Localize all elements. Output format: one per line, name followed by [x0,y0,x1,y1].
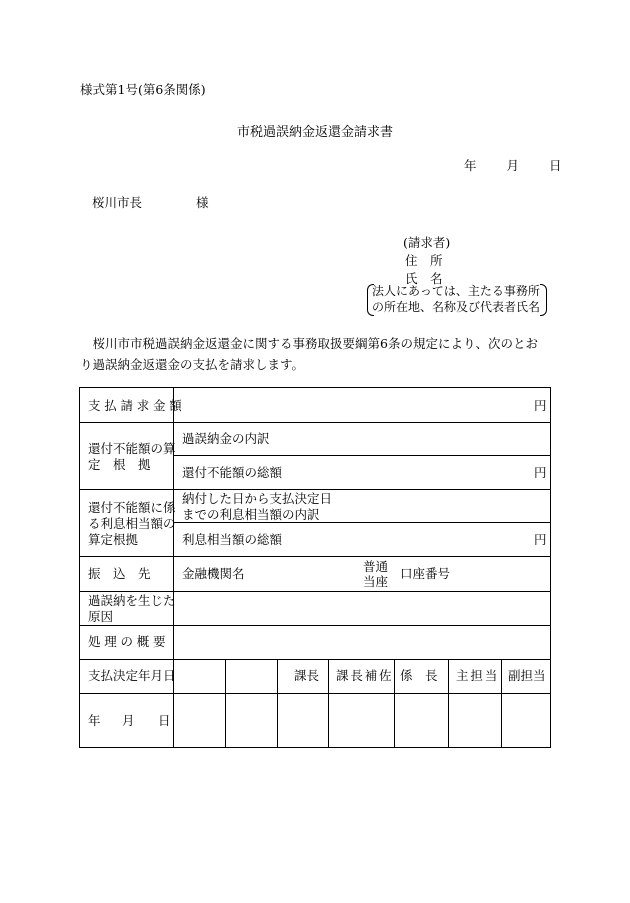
column-divider [277,659,278,747]
date-day: 日 [549,158,562,173]
column-divider [394,659,395,747]
addressee-name: 桜川市長 [92,195,143,210]
row-divider [80,556,550,557]
column-divider [328,659,329,747]
row-divider [80,693,550,694]
account-type-label: 普通 当座 [363,559,389,589]
document-title: 市税過誤納金返還金請求書 [236,125,393,140]
row-divider [80,659,550,660]
approval-unit-chief: 係 長 [400,668,438,683]
corporation-note [367,284,547,315]
bank-name-label: 金融機関名 [182,566,245,581]
interest-breakdown: 納付した日から支払決定日 までの利息相当額の内訳 [182,491,333,522]
approval-sub-staff: 副担当 [508,668,546,683]
column-divider [501,659,502,747]
request-body-text: 桜川市市税過誤納金返還金に関する事務取扱要綱第6条の規定により、次のとおり過誤納金返還金の支払を請求します。 [80,336,538,372]
date-month: 月 [506,158,520,173]
addressee-honorific: 様 [196,195,209,210]
interest-yen: 円 [534,532,547,547]
corporation-note-text [372,284,540,315]
overpayment-breakdown: 過誤納金の内訳 [182,431,270,446]
transfer-label: 振 込 先 [88,566,151,581]
date-line [464,156,562,174]
row-divider [80,591,550,592]
request-form-table [79,387,551,748]
decision-month: 月 [122,713,135,728]
decision-date-label: 支払決定年月日 [88,668,176,683]
payment-amount-label: 支払請求金額 [88,398,186,413]
name-text: 氏 名 [405,271,443,286]
row-divider [80,625,550,626]
corp-note-line-2: の所在地、名称及び代表者氏名 [372,299,541,314]
row-divider [80,422,550,423]
claimant-address-label [405,251,457,269]
form-number: 様式第1号(第6条関係) [80,82,206,97]
decision-day: 日 [158,713,171,728]
interest-total: 利息相当額の総額 [182,532,283,547]
column-divider [448,659,449,747]
interest-basis-label: 還付不能額に係 る利息相当額の 算定根拠 [88,500,176,547]
payment-amount-yen: 円 [534,398,547,413]
account-number-label: 口座番号 [400,566,451,581]
corp-note-line-1: 法人にあっては、主たる事務所 [372,284,540,298]
column-divider [225,659,226,747]
cause-label: 過誤納を生じた 原因 [88,593,176,624]
claimant-heading: (請求者) [403,235,451,250]
row-divider [80,489,550,490]
decision-date-value [88,713,171,729]
summary-label: 処理の概要 [88,634,170,649]
date-year: 年 [464,158,477,173]
approval-main-staff: 主担当 [456,668,500,683]
approval-section-chief: 課長 [294,668,320,683]
non-refundable-total: 還付不能額の総額 [182,465,283,480]
addressee [92,193,209,211]
approval-deputy-chief: 課長補佐 [336,668,394,683]
row-divider [173,455,550,456]
right-bracket [540,284,547,316]
address-text: 住 所 [405,253,443,268]
non-refundable-yen: 円 [534,465,547,480]
non-refundable-basis-label: 還付不能額の算 定 根 拠 [88,441,176,472]
decision-year: 年 [88,713,101,728]
